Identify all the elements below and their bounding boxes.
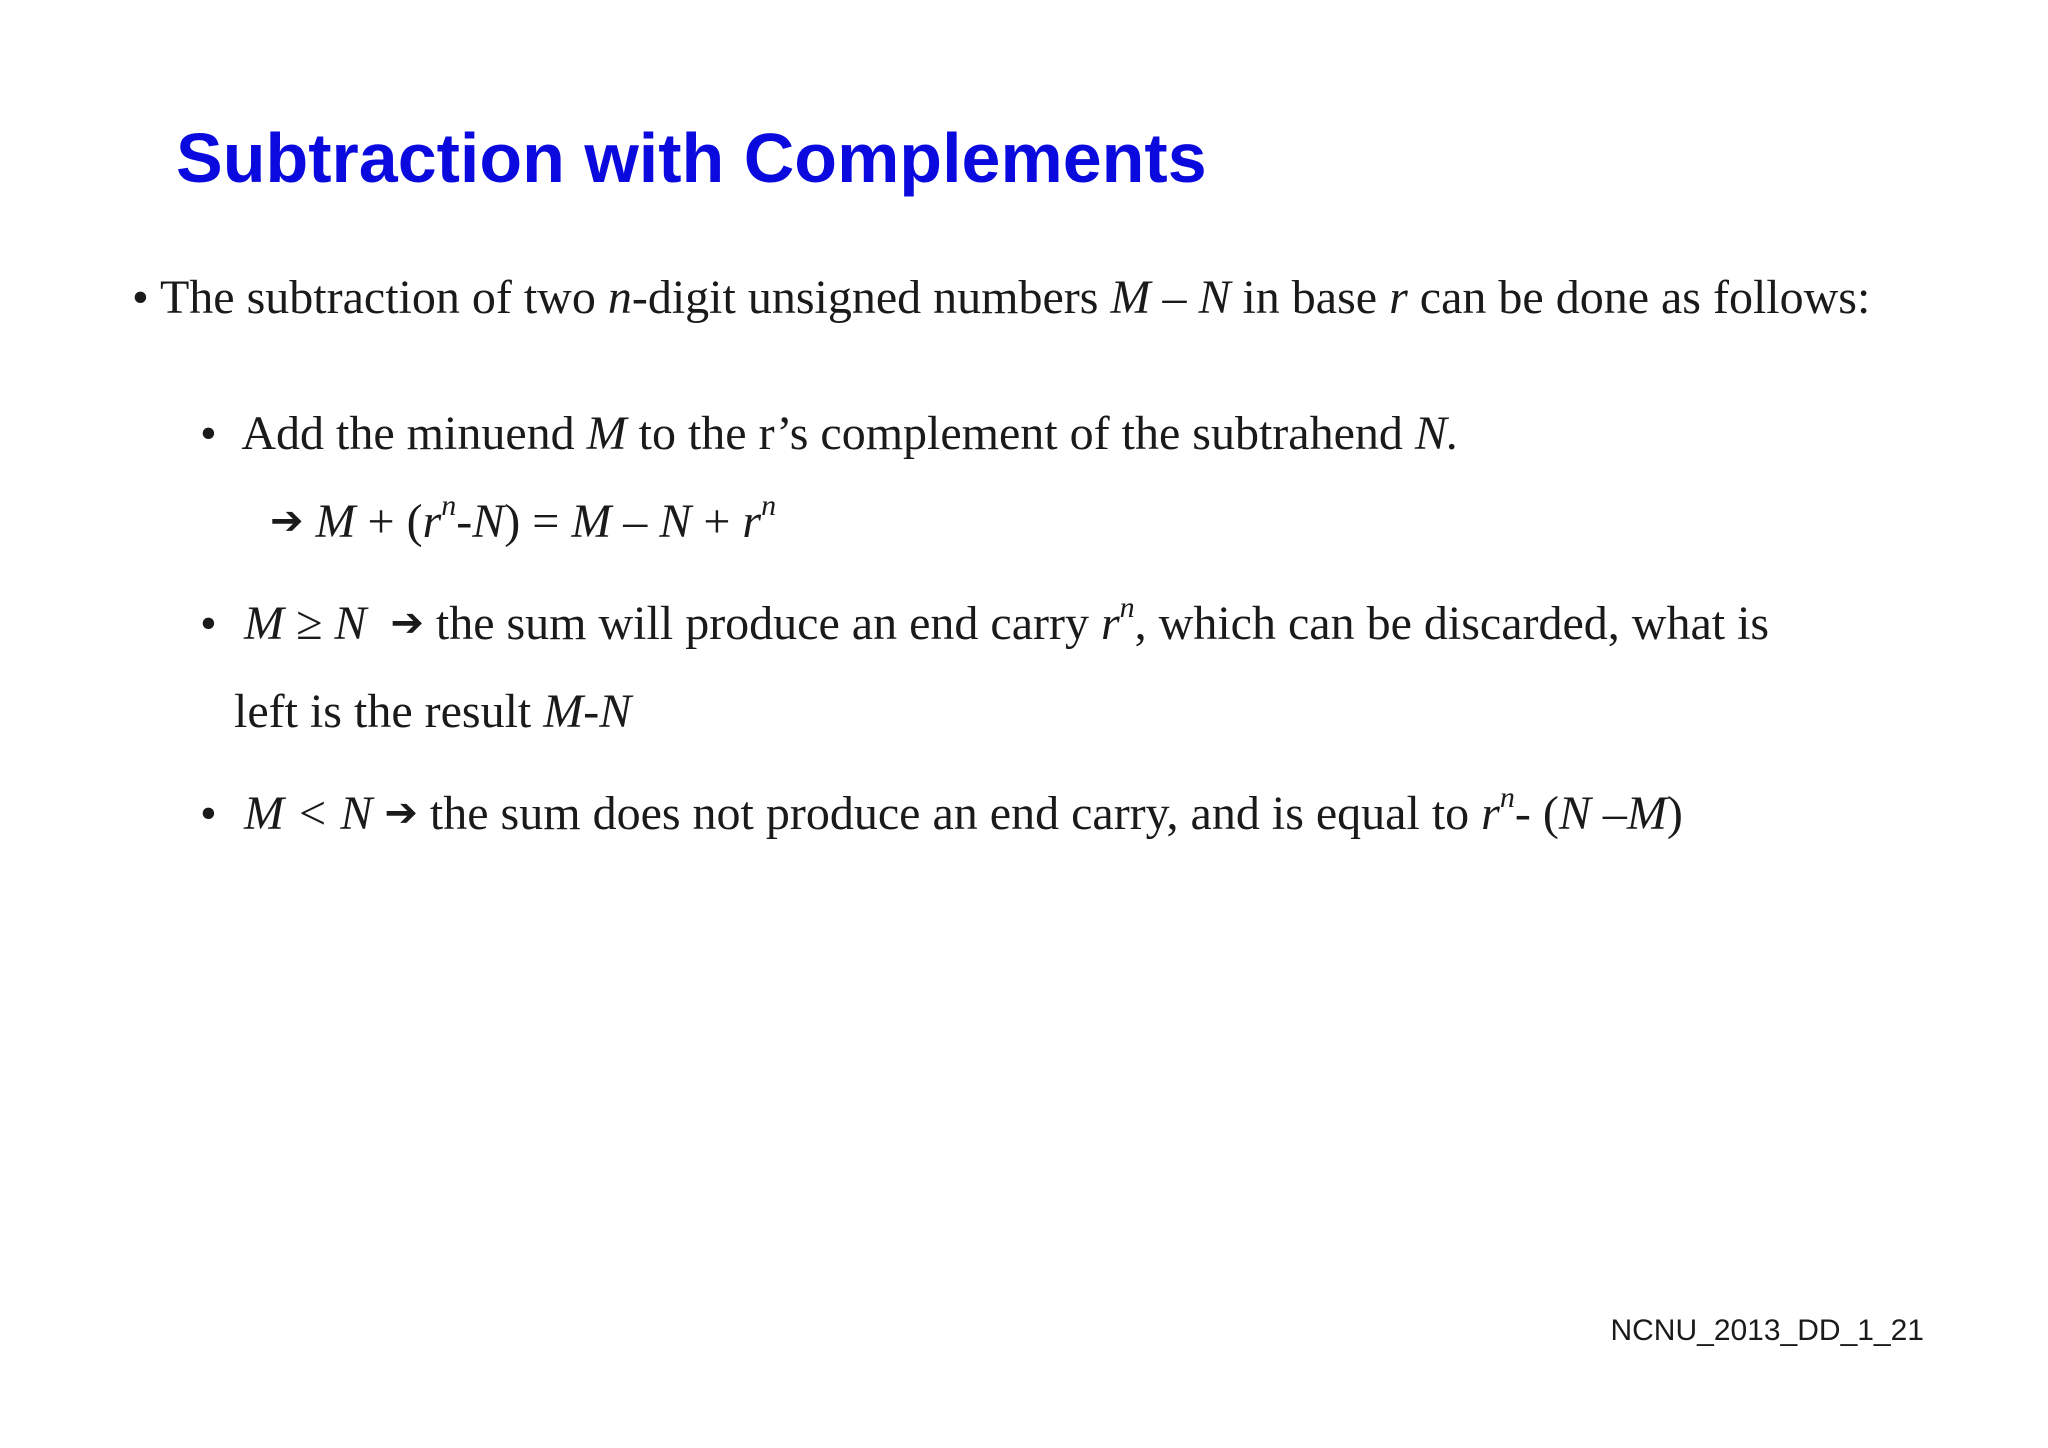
item2-text-2: , which can be discarded, what is	[1134, 597, 1770, 650]
formula-M-minus-N: M – N	[571, 495, 692, 548]
right-arrow-icon: ➔	[390, 600, 424, 646]
formula-minus: -	[456, 495, 473, 548]
bullet-marker: •	[200, 787, 217, 840]
formula-equals: ) =	[504, 495, 572, 548]
right-arrow-icon: ➔	[270, 498, 304, 544]
formula-r1: r	[422, 495, 442, 548]
intro-text-2: -digit unsigned numbers	[631, 271, 1111, 324]
intro-expr: M – N	[1110, 271, 1231, 324]
right-arrow-icon: ➔	[384, 790, 418, 836]
bullet-marker: •	[132, 271, 149, 324]
formula-line	[270, 489, 777, 552]
bullet-marker: •	[200, 597, 217, 650]
item3-text-2: - (	[1514, 787, 1559, 840]
formula-M: M	[315, 495, 356, 548]
slide-footer-id: NCNU_2013_DD_1_21	[1610, 1314, 1924, 1347]
item1-N: N.	[1414, 407, 1459, 460]
item3-expr: N –M	[1558, 787, 1667, 840]
formula-plus: +	[691, 495, 743, 548]
item1-M: M	[586, 407, 627, 460]
formula-r2: r	[742, 495, 762, 548]
intro-text-1: The subtraction of two	[159, 271, 608, 324]
intro-text-3: in base	[1230, 271, 1390, 324]
intro-bullet	[132, 270, 1870, 326]
slide-title: Subtraction with Complements	[176, 119, 1207, 197]
item2-text-1: the sum will produce an end carry	[423, 597, 1101, 650]
item2-cont-text: left is the result	[234, 685, 544, 738]
item3-r: r	[1481, 787, 1500, 840]
formula-plus-paren: + (	[355, 495, 423, 548]
intro-r: r	[1389, 271, 1408, 324]
item-m-geq-n-continuation	[234, 684, 631, 740]
item3-text-1: the sum does not produce an end carry, and is equal to	[417, 787, 1482, 840]
bullet-marker: •	[200, 407, 217, 460]
item2-result: M-N	[543, 685, 632, 738]
formula-n1: n	[441, 489, 457, 522]
item1-text-1: Add the minuend	[241, 407, 587, 460]
item2-r: r	[1100, 597, 1120, 650]
item-m-lt-n	[200, 781, 1683, 844]
item3-n: n	[1499, 781, 1515, 814]
item1-text-2: to the r’s complement of the subtrahend	[626, 407, 1415, 460]
formula-N: N	[472, 495, 505, 548]
item2-n: n	[1119, 591, 1135, 624]
formula-n2: n	[761, 489, 777, 522]
item3-text-3: )	[1666, 787, 1683, 840]
intro-n: n	[607, 271, 632, 324]
item2-condition: M ≥ N	[244, 597, 367, 650]
item-m-geq-n	[200, 591, 1770, 654]
item3-condition: M < N	[244, 787, 373, 840]
intro-text-4: can be done as follows:	[1407, 271, 1871, 324]
item-add-minuend	[200, 406, 1459, 462]
